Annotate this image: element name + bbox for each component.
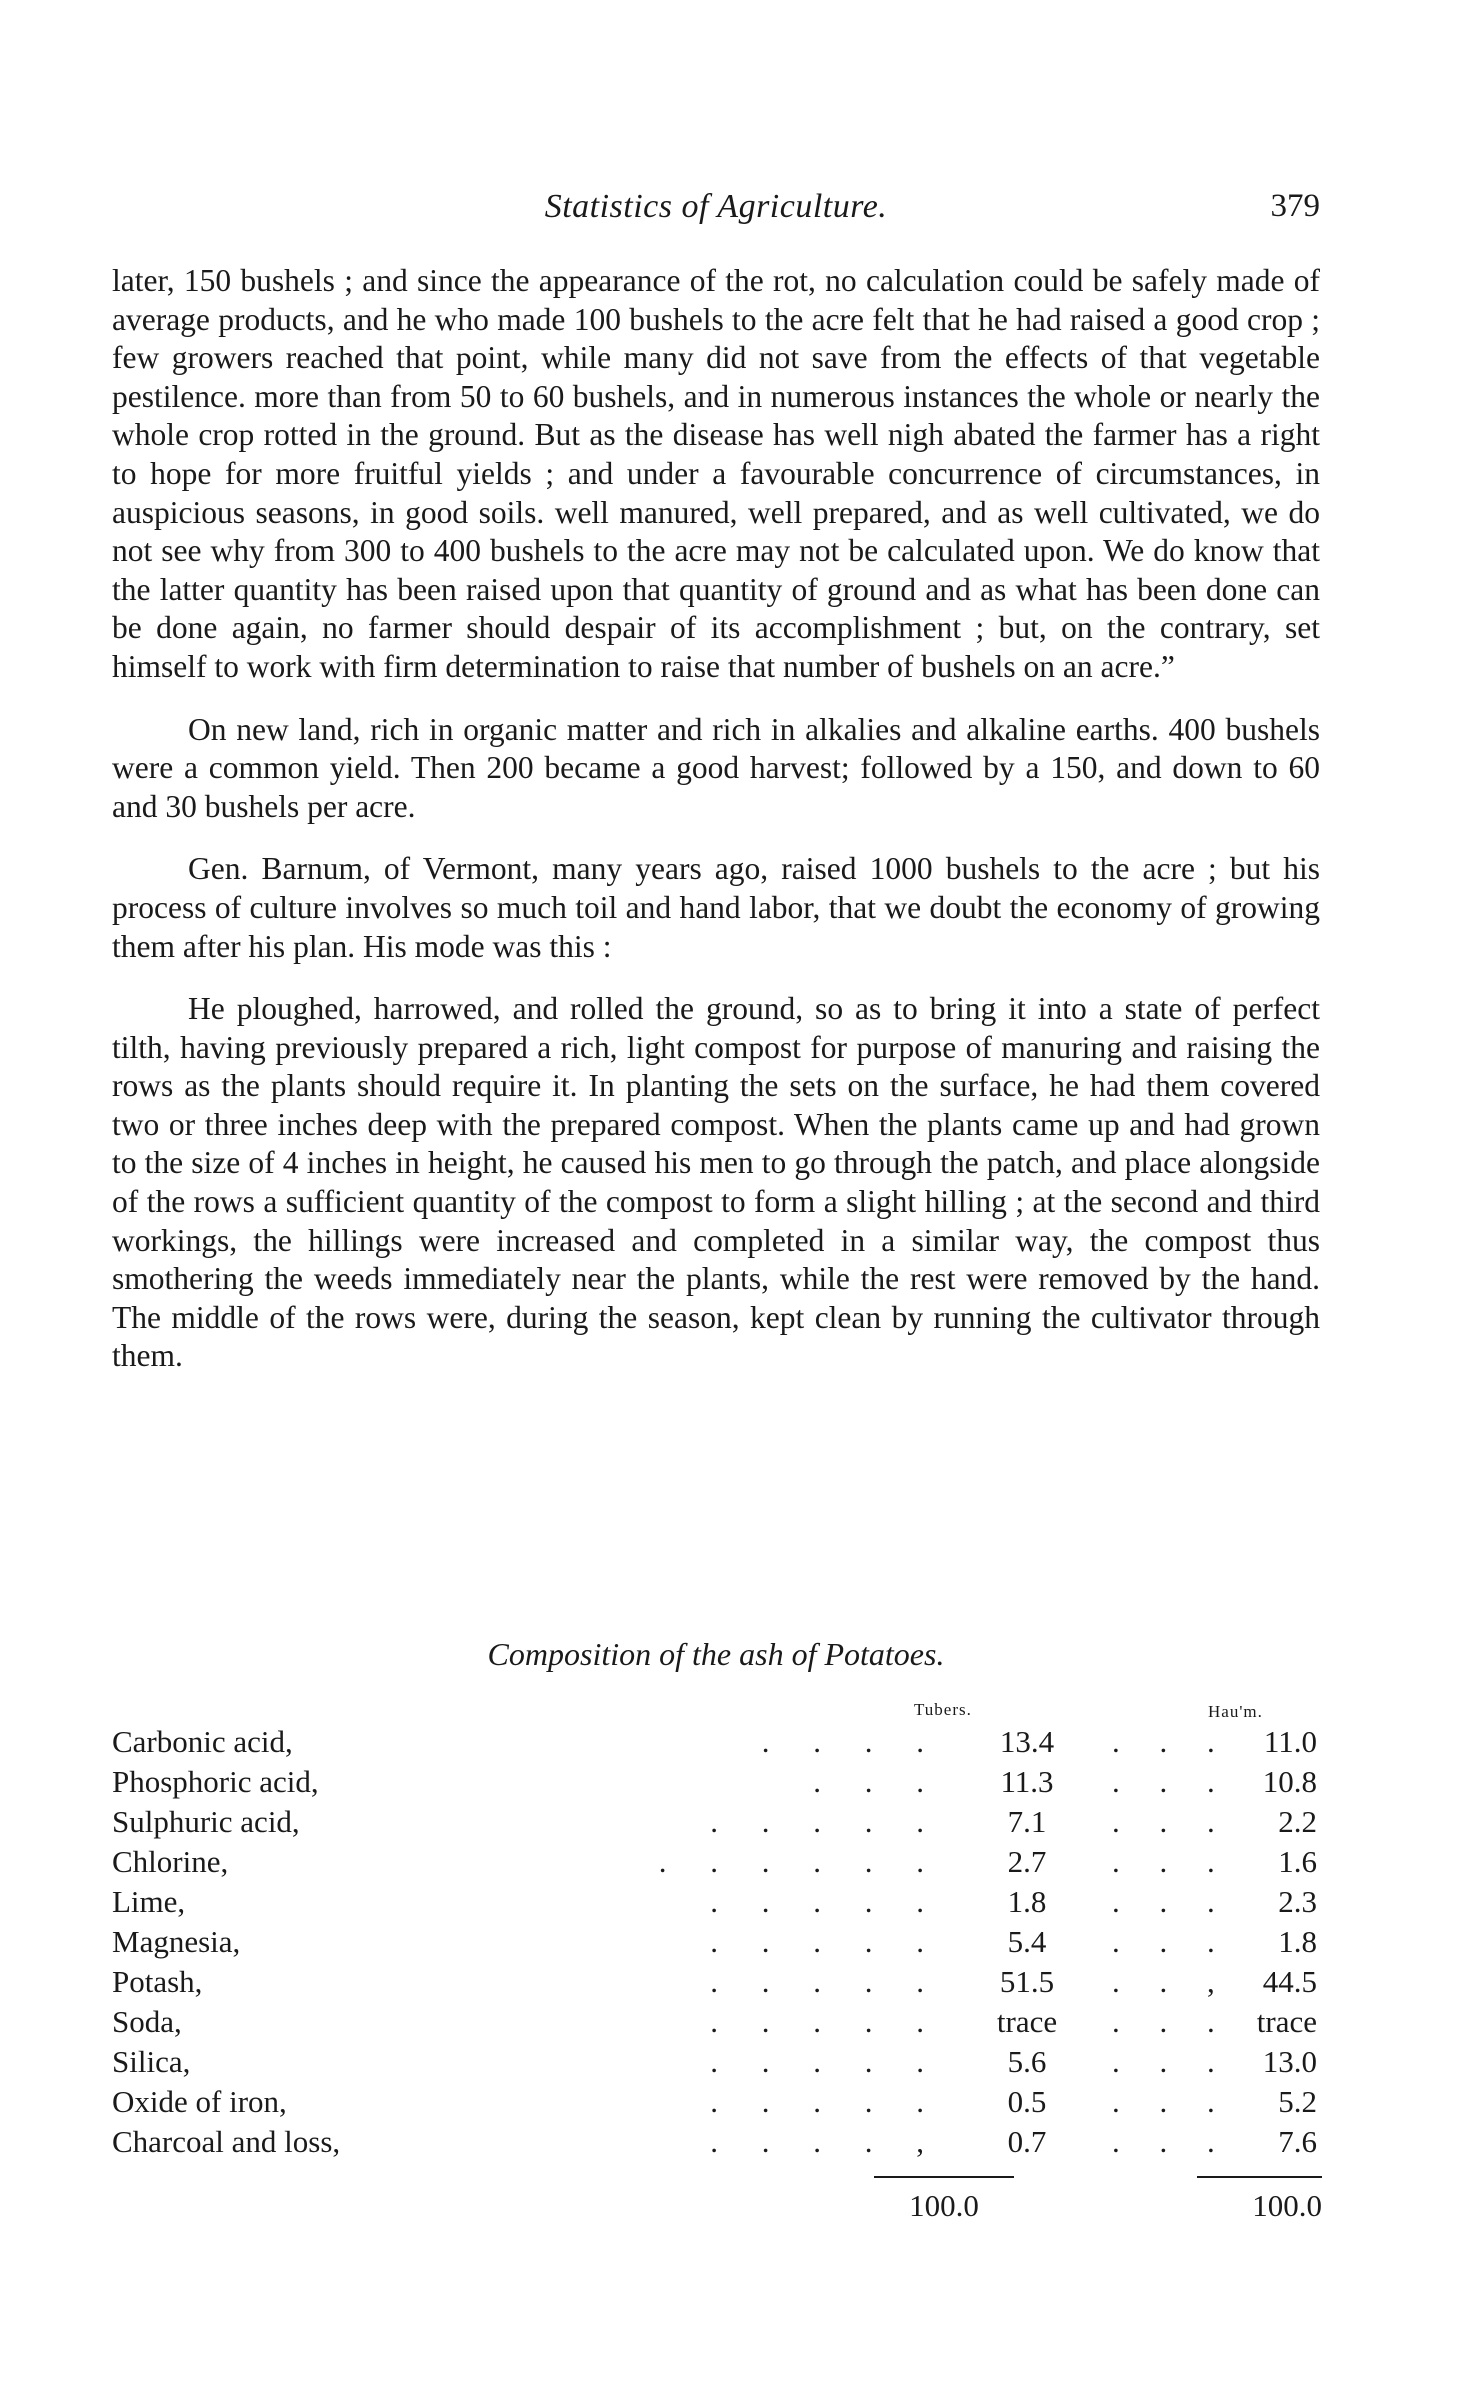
tubers-value: 7.1 [1007, 1804, 1047, 1839]
row-name: Soda, [112, 2004, 182, 2039]
haulm-value: 1.8 [1278, 1924, 1317, 1959]
running-title: Statistics of Agriculture. [544, 188, 888, 225]
table-row [112, 1802, 1320, 1842]
haulm-value: 5.2 [1278, 2084, 1317, 2119]
table-row [112, 1722, 1320, 1762]
page-header [112, 188, 1320, 236]
row-name: Sulphuric acid, [112, 1804, 300, 1839]
leader-dots: . . . [1112, 2084, 1231, 2119]
total-rules [112, 2162, 1320, 2184]
table-row [112, 1922, 1320, 1962]
leader-dots: . . . [1112, 1844, 1231, 1879]
tubers-value: 5.4 [1007, 1924, 1047, 1959]
row-name: Carbonic acid, [112, 1724, 293, 1759]
row-name: Phosphoric acid, [112, 1764, 319, 1799]
table-column-headers [112, 1692, 1320, 1722]
haulm-value: 10.8 [1262, 1764, 1317, 1799]
tubers-value: 1.8 [1007, 1884, 1047, 1919]
row-name: Silica, [112, 2044, 191, 2079]
tubers-value: 5.6 [1007, 2044, 1047, 2079]
tubers-value: 0.7 [1007, 2124, 1047, 2159]
tubers-value: trace [996, 2004, 1058, 2039]
leader-dots: . . . [1112, 1884, 1231, 1919]
row-name: Oxide of iron, [112, 2084, 287, 2119]
leader-dots: . . . . [761, 1724, 942, 1759]
haulm-value: 44.5 [1262, 1964, 1317, 1999]
row-name: Lime, [112, 1884, 186, 1919]
total-rule-haulm [1197, 2176, 1322, 2178]
leader-dots: . . . [1112, 1804, 1231, 1839]
paragraph: Gen. Barnum, of Vermont, many years ago, raised 1000 bushels to the acre ; but his process of culture involves so much toil and hand labor, that we doubt the economy of growing them after his plan. His mode was this : [112, 851, 1320, 964]
leader-dots: . . . [1112, 2044, 1231, 2079]
tubers-value: 13.4 [999, 1724, 1055, 1759]
ash-composition-table [112, 1692, 1320, 2228]
paragraph: On new land, rich in organic matter and rich in alkalies and alkaline earths. 400 bushels were a common yield. Then 200 became a good harvest; followed by a 150, and down to 60 and 30 bushels per acre. [112, 711, 1320, 824]
leader-dots: . . . . . [710, 1804, 942, 1839]
haulm-value: 7.6 [1278, 2124, 1317, 2159]
table-row [112, 2002, 1320, 2042]
tubers-value: 51.5 [999, 1964, 1055, 1999]
row-name: Charcoal and loss, [112, 2124, 341, 2159]
table-body [112, 1722, 1320, 2162]
table-row [112, 2122, 1320, 2162]
leader-dots: . . . . , [710, 2124, 942, 2159]
haulm-value: 2.3 [1278, 1884, 1317, 1919]
haulm-value: 1.6 [1278, 1844, 1317, 1879]
total-tubers: 100.0 [909, 2188, 979, 2223]
paragraph: He ploughed, harrowed, and rolled the ground, so as to bring it into a state of perfect tilth, having previously prepared a rich, light compost for purpose of manuring and raising the rows as the plants should require it. In planting the sets on the surface, he had them covered two or three inches deep with the prepared compost. When the plants came up and had grown to the size of 4 inches in height, he caused his men to go through the patch, and place alongside of the rows a sufficient quantity of the compost to form a slight hilling ; at the second and third workings, the hillings were increased and completed in a similar way, the compost thus smothering the weeds immediately near the plants, while the rest were removed by the hand. The middle of the rows were, during the season, kept clean by running the cultivator through them. [112, 991, 1320, 1374]
paragraph: later, 150 bushels ; and since the appearance of the rot, no calculation could be safely made of average products, and he who made 100 bushels to the acre felt that he had raised a good crop ; few growers reached that point, while many did not save from the effects of that vegetable pestilence. more than from 50 to 60 bushels, and in numerous instances the whole or nearly the whole crop rotted in the ground. But as the disease has well nigh abated the farmer has a right to hope for more fruitful yields ; and under a favourable concurrence of circumstances, in auspicious seasons, in good soils. well manured, well prepared, and as well cultivated, we do not see why from 300 to 400 bushels to the acre may not be calculated upon. We do know that the latter quantity has been raised upon that quantity of ground and as what has been done can be done again, no farmer should despair of its accomplishment ; but, on the contrary, set himself to work with firm determination to raise that number of bushels on an acre.” [112, 263, 1320, 684]
leader-dots: . . . . . [710, 1964, 942, 1999]
column-header-tubers: Tubers. [914, 1700, 972, 1719]
haulm-value: 11.0 [1263, 1724, 1317, 1759]
leader-dots: . . . . . [710, 1924, 942, 1959]
row-name: Potash, [112, 1964, 203, 1999]
tubers-value: 11.3 [1000, 1764, 1054, 1799]
table-row [112, 1762, 1320, 1802]
table-title: Composition of the ash of Potatoes. [487, 1636, 945, 1672]
tubers-value: 0.5 [1007, 2084, 1047, 2119]
table-row [112, 2042, 1320, 2082]
haulm-value: 13.0 [1262, 2044, 1317, 2079]
leader-dots: . . . [1112, 2124, 1231, 2159]
leader-dots: . . . [1112, 2004, 1231, 2039]
leader-dots: . . . . . [710, 2004, 942, 2039]
total-haulm: 100.0 [1252, 2188, 1322, 2223]
leader-dots: . . , [1112, 1964, 1231, 1999]
column-header-haulm: Hau'm. [1208, 1702, 1263, 1721]
leader-dots: . . . . . . [658, 1844, 942, 1879]
table-row [112, 2082, 1320, 2122]
totals-row [112, 2184, 1320, 2228]
haulm-value: 2.2 [1278, 1804, 1317, 1839]
total-rule-tubers [874, 2176, 1014, 2178]
leader-dots: . . . [1112, 1764, 1231, 1799]
row-name: Chlorine, [112, 1844, 229, 1879]
tubers-value: 2.7 [1007, 1844, 1047, 1879]
table-row [112, 1962, 1320, 2002]
leader-dots: . . . . . [710, 2044, 942, 2079]
body-text [112, 262, 1320, 1376]
table-row [112, 1842, 1320, 1882]
leader-dots: . . . [1112, 1924, 1231, 1959]
leader-dots: . . . . . [710, 2084, 942, 2119]
row-name: Magnesia, [112, 1924, 241, 1959]
leader-dots: . . . . . [710, 1884, 942, 1919]
page-number: 379 [1270, 188, 1320, 224]
haulm-value: trace [1256, 2004, 1317, 2039]
table-row [112, 1882, 1320, 1922]
leader-dots: . . . [1112, 1724, 1231, 1759]
leader-dots: . . . [813, 1764, 942, 1799]
